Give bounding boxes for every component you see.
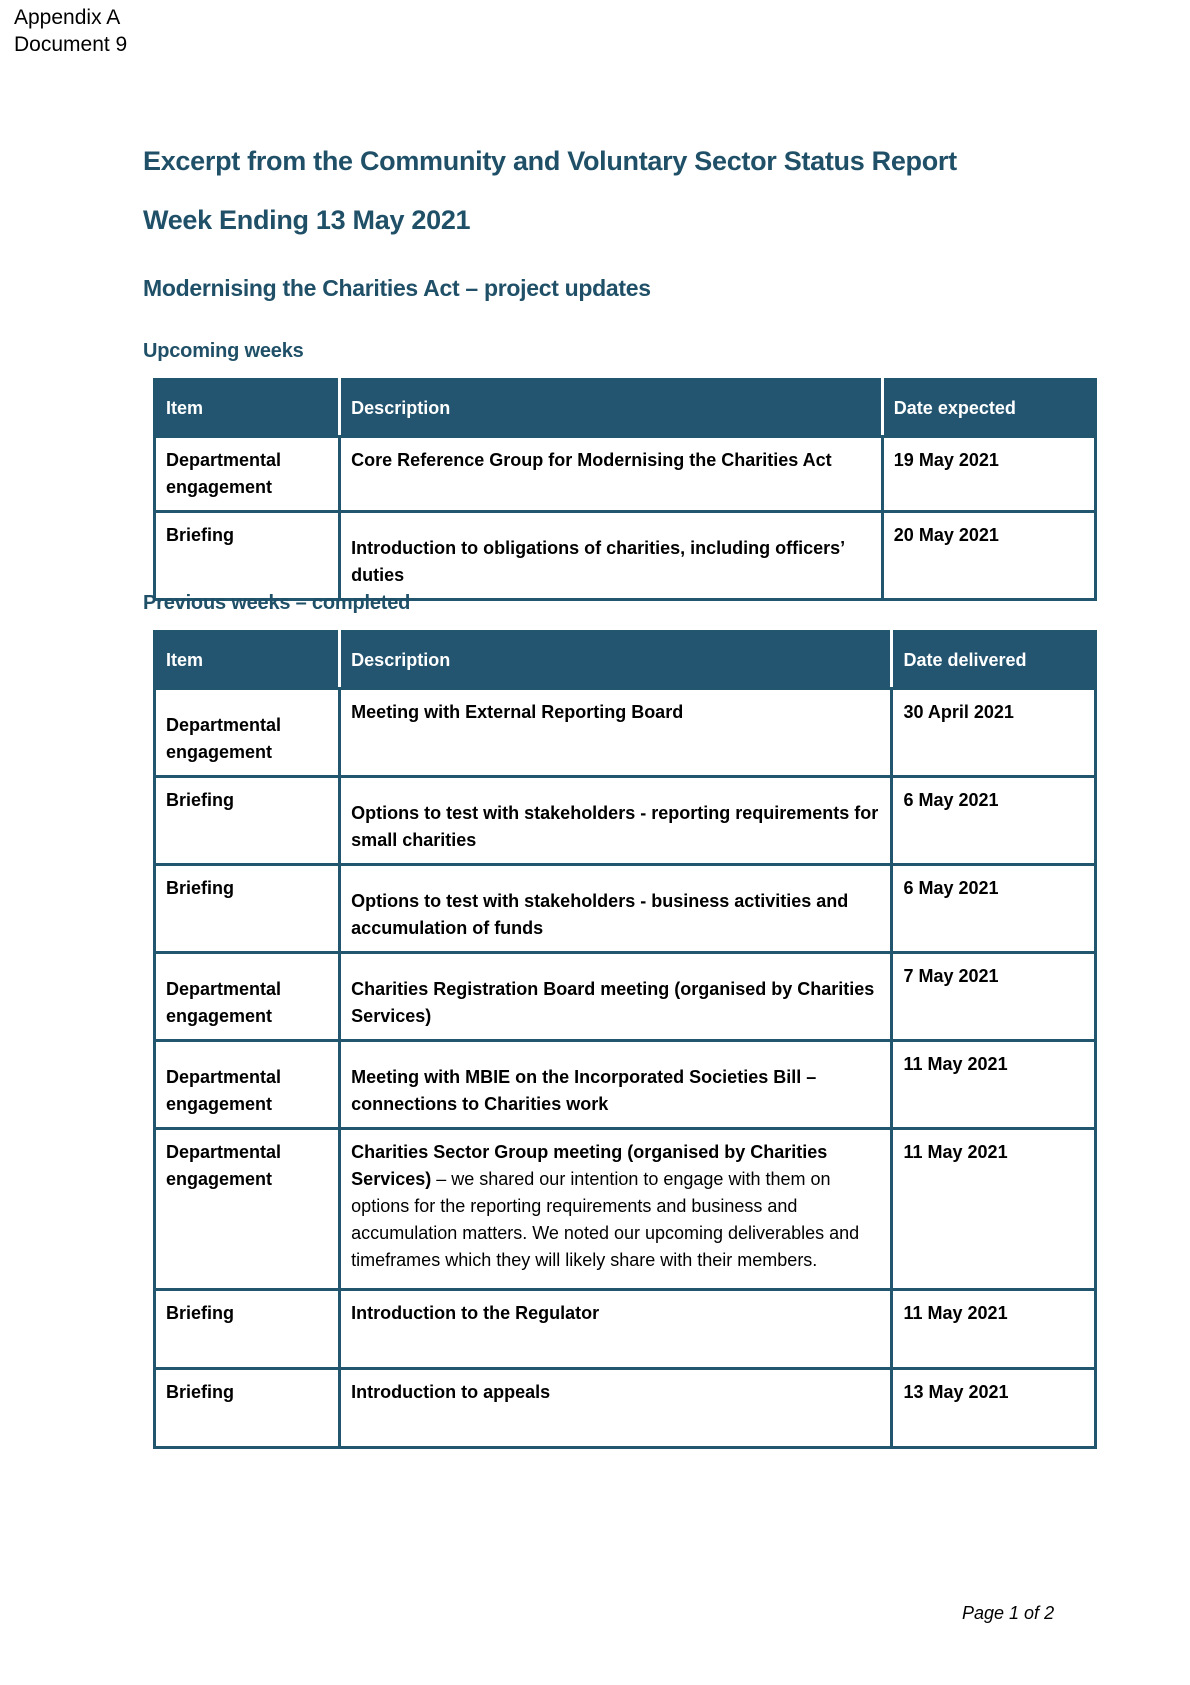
- date-cell: 7 May 2021: [892, 953, 1096, 1041]
- item-cell: Departmental engagement: [155, 1129, 340, 1290]
- description-cell: Options to test with stakeholders - business activities and accumulation of funds: [340, 865, 892, 953]
- description-cell: Introduction to appeals: [340, 1369, 892, 1448]
- date-cell: 11 May 2021: [892, 1129, 1096, 1290]
- date-cell: 30 April 2021: [892, 689, 1096, 777]
- description-cell: Charities Registration Board meeting (organised by Charities Services): [340, 953, 892, 1041]
- table-row: [155, 953, 1096, 1041]
- description-detail: – we shared our intention to engage with them on options for the reporting requirements and business and accumulation matters. We noted our upcoming deliverables and timeframes which they will likely share with their members.: [351, 1169, 860, 1270]
- report-title: Excerpt from the Community and Voluntary Sector Status Report: [143, 146, 957, 176]
- item-cell: Briefing: [155, 512, 340, 600]
- description-cell: Introduction to obligations of charities, including officers’ duties: [340, 512, 883, 600]
- item-cell: Briefing: [155, 1290, 340, 1369]
- table-row: [155, 689, 1096, 777]
- upcoming-weeks-table: [153, 378, 1097, 601]
- table-row: [155, 512, 1096, 600]
- column-header-description: Description: [340, 632, 892, 689]
- description-cell: Meeting with External Reporting Board: [340, 689, 892, 777]
- item-cell: Departmental engagement: [155, 689, 340, 777]
- table-row: [155, 437, 1096, 512]
- date-cell: 11 May 2021: [892, 1290, 1096, 1369]
- table-header-row: [155, 632, 1096, 689]
- description-bold: Charities Sector Group meeting (organised by Charities Services): [351, 1142, 828, 1189]
- column-header-description: Description: [340, 380, 883, 437]
- description-cell: Introduction to the Regulator: [340, 1290, 892, 1369]
- item-cell: Briefing: [155, 865, 340, 953]
- upcoming-weeks-heading: Upcoming weeks: [143, 340, 304, 362]
- description-cell: Options to test with stakeholders - reporting requirements for small charities: [340, 777, 892, 865]
- document-label: Document 9: [14, 33, 128, 56]
- description-cell: [340, 1129, 892, 1290]
- table-row: [155, 1290, 1096, 1369]
- date-cell: 6 May 2021: [892, 777, 1096, 865]
- table-row: [155, 777, 1096, 865]
- page-number: Page 1 of 2: [962, 1603, 1055, 1623]
- document-reference: [14, 4, 127, 58]
- table-header-row: [155, 380, 1096, 437]
- item-cell: Departmental engagement: [155, 437, 340, 512]
- item-cell: Briefing: [155, 777, 340, 865]
- date-cell: 6 May 2021: [892, 865, 1096, 953]
- report-subtitle: Week Ending 13 May 2021: [143, 205, 471, 235]
- table-row: [155, 1369, 1096, 1448]
- description-cell: Meeting with MBIE on the Incorporated Societies Bill – connections to Charities work: [340, 1041, 892, 1129]
- item-cell: Departmental engagement: [155, 1041, 340, 1129]
- date-cell: 20 May 2021: [882, 512, 1095, 600]
- date-cell: 13 May 2021: [892, 1369, 1096, 1448]
- date-cell: 11 May 2021: [892, 1041, 1096, 1129]
- date-cell: 19 May 2021: [882, 437, 1095, 512]
- item-cell: Departmental engagement: [155, 953, 340, 1041]
- description-cell: Core Reference Group for Modernising the Charities Act: [340, 437, 883, 512]
- previous-weeks-heading: Previous weeks – completed: [143, 592, 411, 614]
- column-header-date: Date expected: [882, 380, 1095, 437]
- table-row: [155, 1041, 1096, 1129]
- table-row: [155, 865, 1096, 953]
- section-heading: Modernising the Charities Act – project updates: [143, 275, 651, 301]
- column-header-item: Item: [155, 380, 340, 437]
- column-header-item: Item: [155, 632, 340, 689]
- table-row: [155, 1129, 1096, 1290]
- column-header-date: Date delivered: [892, 632, 1096, 689]
- previous-weeks-table: [153, 630, 1097, 1449]
- item-cell: Briefing: [155, 1369, 340, 1448]
- appendix-label: Appendix A: [14, 6, 121, 29]
